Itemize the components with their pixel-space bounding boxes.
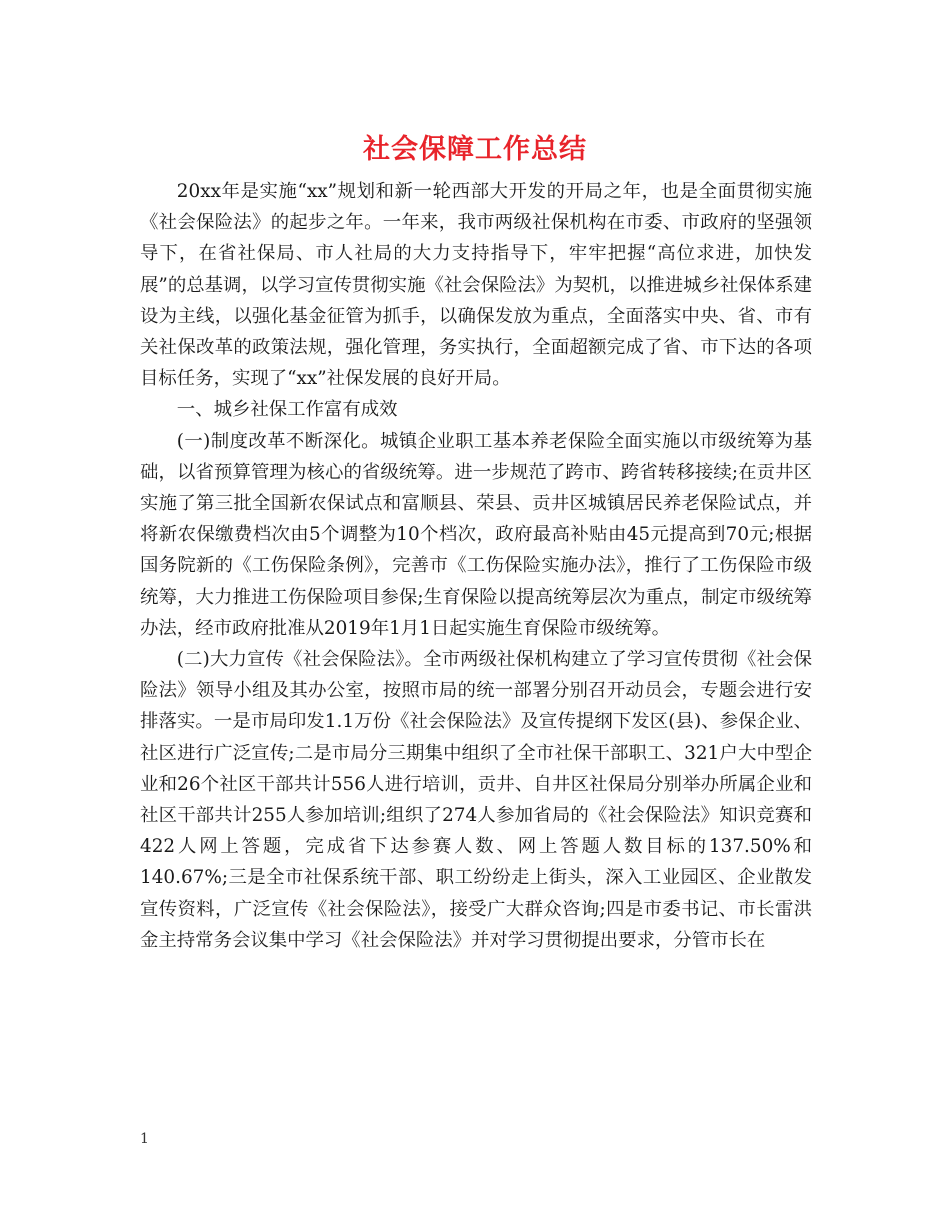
document-title: 社会保障工作总结 — [363, 134, 587, 165]
page-number: 1 — [140, 1131, 149, 1147]
document-body — [140, 176, 812, 956]
section-heading: 一、城乡社保工作富有成效 — [176, 399, 398, 421]
paragraph-system-reform: (一)制度改革不断深化。城镇企业职工基本养老保险全面实施以市级统筹为基础，以省预算管理为核心的省级统筹。进一步规范了跨市、跨省转移接续;在贡井区实施了第三批全国新农保试点和富顺县、荣县、贡井区城镇居民养老保险试点，并将新农保缴费档次由5个调整为10个档次，政府最高补贴由45元提高到70元;根据国务院新的《工伤保险条例》，完善市《工伤保险实施办法》，推行了工伤保险市级统筹，大力推进工伤保险项目参保;生育保险以提高统筹层次为重点，制定市级统筹办法，经市政府批准从2019年1月1日起实施生育保险市级统筹。 — [140, 430, 812, 639]
paragraph-intro: 20xx年是实施“xx”规划和新一轮西部大开发的开局之年，也是全面贯彻实施《社会保险法》的起步之年。一年来，我市两级社保机构在市委、市政府的坚强领导下，在省社保局、市人社局的大力支持指导下，牢牢把握“高位求进，加快发展”的总基调，以学习宣传贯彻实施《社会保险法》为契机，以推进城乡社保体系建设为主线，以强化基金征管为抓手，以确保发放为重点，全面落实中央、省、市有关社保改革的政策法规，强化管理，务实执行，全面超额完成了省、市下达的各项目标任务，实现了“xx”社保发展的良好开局。 — [140, 181, 812, 390]
paragraph-law-publicity: (二)大力宣传《社会保险法》。全市两级社保机构建立了学习宣传贯彻《社会保险法》领导小组及其办公室，按照市局的统一部署分别召开动员会，专题会进行安排落实。一是市局印发1.1万份《社会保险法》及宣传提纲下发区(县)、参保企业、社区进行广泛宣传;二是市局分三期集中组织了全市社保干部职工、321户大中型企业和26个社区干部共计556人进行培训，贡井、自井区社保局分别举办所属企业和社区干部共计255人参加培训;组织了274人参加省局的《社会保险法》知识竞赛和422人网上答题，完成省下达参赛人数、网上答题人数目标的137.50%和140.67%;三是全市社保系统干部、职工纷纷走上街头，深入工业园区、企业散发宣传资料，广泛宣传《社会保险法》，接受广大群众咨询;四是市委书记、市长雷洪金主持常务会议集中学习《社会保险法》并对学习贯彻提出要求，分管市长在 — [140, 649, 812, 951]
